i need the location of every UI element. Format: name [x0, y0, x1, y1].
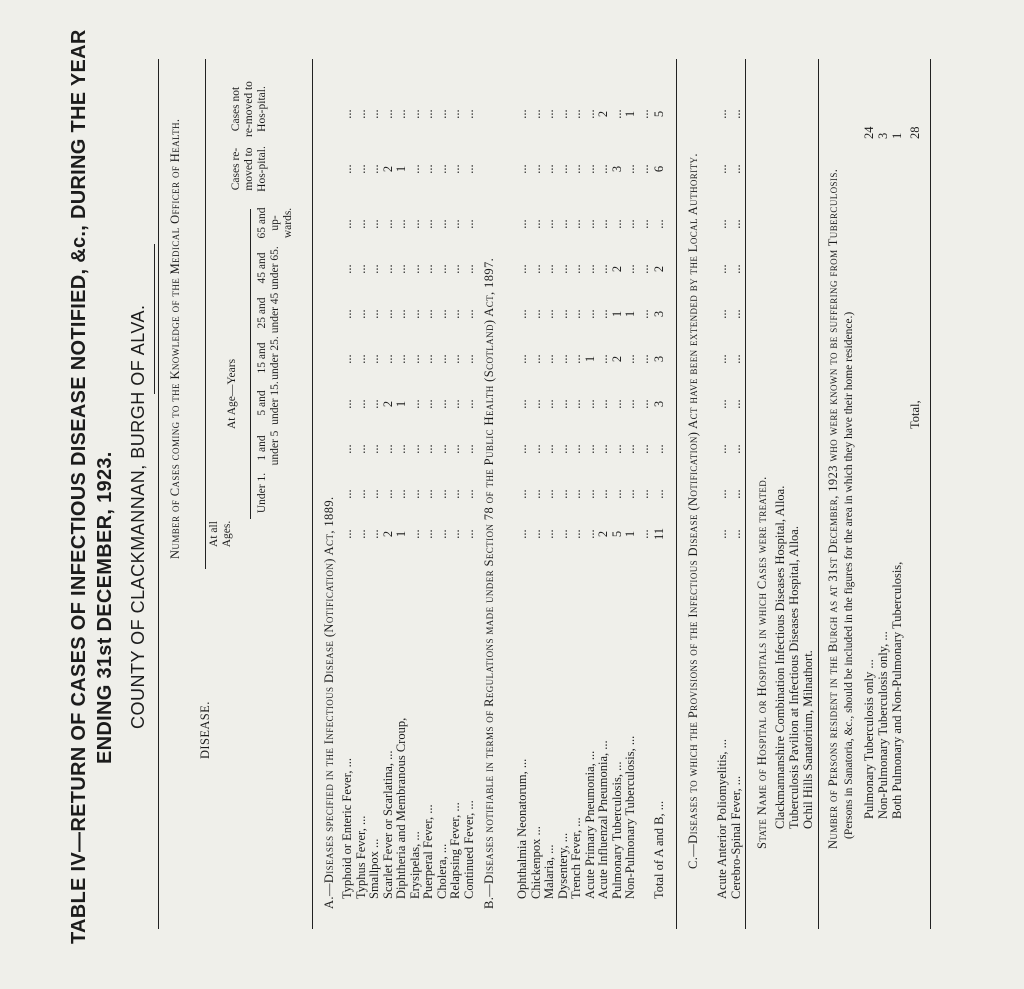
cell-age-group: 2: [609, 355, 624, 363]
cell-age-group: ...: [729, 444, 743, 454]
disease-name: Trench Fever, ...: [569, 817, 583, 899]
cell-removed: ...: [448, 164, 462, 174]
cell-all-ages: ...: [636, 529, 651, 539]
disease-name: Acute Influenzal Pneumonia, ...: [596, 740, 610, 899]
persons-row-label: Pulmonary Tuberculosis only ...: [862, 659, 876, 819]
cell-not-removed: ...: [421, 109, 435, 119]
cell-age-group: ...: [434, 489, 449, 499]
disease-name: Relapsing Fever, ...: [448, 802, 462, 899]
cell-not-removed: ...: [434, 109, 449, 119]
total-age-group: ...: [652, 444, 666, 454]
cell-age-group: ...: [609, 444, 624, 454]
cell-age-group: ...: [380, 219, 395, 229]
cell-age-group: ...: [569, 264, 583, 274]
disease-name: Scarlet Fever or Scarlatina, ...: [380, 750, 395, 899]
disease-name: Smallpox ...: [367, 838, 381, 899]
cell-age-group: ...: [596, 354, 610, 364]
cell-age-group: ...: [340, 264, 354, 274]
total-removed: 6: [652, 165, 666, 173]
cell-age-group: ...: [407, 444, 422, 454]
cell-age-group: ...: [434, 309, 449, 319]
age-group-header: 45 and under 65.: [256, 246, 281, 290]
cell-age-group: ...: [353, 489, 368, 499]
persons-row-value: 3: [876, 132, 890, 139]
hospital-item: Tuberculosis Pavilion at Infectious Diseases Hospital, Alloa.: [787, 526, 801, 829]
cell-age-group: 2: [609, 265, 624, 273]
cell-age-group: ...: [380, 264, 395, 274]
disease-name: Cerebro-Spinal Fever, ...: [729, 775, 743, 899]
cell-age-group: ...: [555, 399, 570, 409]
age-group-header: 5 and under 15.: [256, 381, 281, 425]
cell-age-group: ...: [434, 354, 449, 364]
age-rule: [250, 209, 251, 519]
disease-name: Dysentery, ...: [555, 832, 570, 899]
not-removed-header: Cases not re-moved to Hos-pital.: [230, 81, 268, 137]
cell-not-removed: ...: [380, 109, 395, 119]
cell-age-group: ...: [434, 399, 449, 409]
cell-age-group: ...: [407, 309, 422, 319]
age-group-header: 1 and under 5: [256, 430, 281, 466]
cell-age-group: ...: [542, 309, 556, 319]
disease-name: Non-Pulmonary Tuberculosis, ...: [623, 735, 637, 899]
cell-removed: 1: [394, 165, 408, 173]
cell-age-group: ...: [542, 264, 556, 274]
cell-age-group: ...: [367, 444, 381, 454]
cell-age-group: ...: [596, 444, 610, 454]
cell-not-removed: ...: [569, 109, 583, 119]
cell-age-group: ...: [636, 219, 651, 229]
cell-age-group: ...: [407, 489, 422, 499]
cell-age-group: ...: [623, 219, 637, 229]
total-age-group: ...: [652, 489, 666, 499]
cell-age-group: ...: [569, 399, 583, 409]
cell-age-group: ...: [596, 264, 610, 274]
cell-age-group: ...: [515, 219, 529, 229]
age-group-header: Under 1.: [256, 472, 268, 514]
cell-age-group: ...: [636, 264, 651, 274]
cell-age-group: ...: [353, 219, 368, 229]
cell-age-group: ...: [407, 354, 422, 364]
cell-removed: ...: [636, 164, 651, 174]
cell-age-group: ...: [596, 309, 610, 319]
age-group-header: 65 and up-wards.: [256, 207, 294, 239]
section-c-title: C.—Diseases to which the Provisions of the Infectious Disease (Notification) Act have been extended by the Local Authority.: [686, 153, 700, 869]
hospitals-rule: [818, 59, 819, 929]
at-age-years-header: At Age—Years: [226, 358, 238, 429]
cell-all-ages: ...: [582, 529, 597, 539]
cell-age-group: ...: [715, 444, 729, 454]
cell-all-ages: ...: [528, 529, 543, 539]
cell-age-group: ...: [609, 399, 624, 409]
cell-age-group: ...: [596, 399, 610, 409]
cell-age-group: ...: [407, 219, 422, 229]
hospitals-title: State Name of Hospital or Hospitals in which Cases were treated.: [755, 476, 769, 849]
cell-age-group: ...: [394, 444, 408, 454]
cell-removed: ...: [623, 164, 637, 174]
cell-age-group: ...: [528, 399, 543, 409]
cell-age-group: ...: [582, 489, 597, 499]
cell-age-group: ...: [729, 219, 743, 229]
cell-age-group: ...: [461, 309, 476, 319]
cell-not-removed: ...: [340, 109, 354, 119]
cell-age-group: ...: [340, 399, 354, 409]
cell-age-group: ...: [367, 399, 381, 409]
cell-age-group: ...: [569, 354, 583, 364]
cell-all-ages: ...: [434, 529, 449, 539]
cell-removed: ...: [421, 164, 435, 174]
cell-removed: ...: [407, 164, 422, 174]
cell-all-ages: ...: [448, 529, 462, 539]
total-age-group: 3: [652, 310, 666, 318]
cell-not-removed: ...: [582, 109, 597, 119]
cell-age-group: ...: [729, 354, 743, 364]
cell-not-removed: ...: [729, 109, 743, 119]
cell-all-ages: ...: [421, 529, 435, 539]
cell-all-ages: ...: [515, 529, 529, 539]
cell-age-group: ...: [340, 444, 354, 454]
cell-not-removed: 1: [623, 110, 637, 118]
cell-age-group: ...: [623, 264, 637, 274]
disease-name: Chickenpox ...: [528, 826, 543, 899]
cell-age-group: 1: [623, 310, 637, 318]
cell-age-group: ...: [421, 489, 435, 499]
cell-age-group: 1: [609, 310, 624, 318]
cell-age-group: ...: [394, 309, 408, 319]
disease-name: Typhus Fever, ...: [353, 815, 368, 899]
cell-age-group: ...: [542, 219, 556, 229]
cell-age-group: ...: [623, 354, 637, 364]
cell-age-group: ...: [569, 444, 583, 454]
cell-all-ages: ...: [555, 529, 570, 539]
cell-age-group: ...: [569, 219, 583, 229]
cell-age-group: ...: [448, 219, 462, 229]
cell-not-removed: ...: [542, 109, 556, 119]
cell-age-group: ...: [715, 219, 729, 229]
section-b-title: B.—Diseases notifiable in terms of Regulations made under Section 78 of the Public Health (Scotland) Act, 1897.: [482, 257, 496, 909]
cell-age-group: ...: [448, 354, 462, 364]
cell-age-group: ...: [461, 489, 476, 499]
disease-name: Acute Anterior Poliomyelitis, ...: [715, 738, 729, 899]
disease-name: Acute Primary Pneumonia, ...: [582, 750, 597, 899]
cell-removed: ...: [353, 164, 368, 174]
cell-age-group: ...: [461, 399, 476, 409]
cell-not-removed: ...: [636, 109, 651, 119]
cell-removed: ...: [528, 164, 543, 174]
cell-removed: ...: [555, 164, 570, 174]
cell-age-group: ...: [407, 399, 422, 409]
cell-age-group: ...: [421, 444, 435, 454]
disease-name: Ophthalmia Neonatorum, ...: [515, 758, 529, 899]
cell-age-group: ...: [380, 354, 395, 364]
cell-age-group: ...: [448, 264, 462, 274]
cell-age-group: ...: [394, 354, 408, 364]
cell-age-group: ...: [407, 264, 422, 274]
cell-not-removed: 2: [596, 110, 610, 118]
cell-age-group: ...: [340, 354, 354, 364]
cell-all-ages: ...: [461, 529, 476, 539]
cell-age-group: ...: [394, 489, 408, 499]
cell-age-group: ...: [353, 264, 368, 274]
cell-removed: ...: [596, 164, 610, 174]
cell-age-group: ...: [353, 399, 368, 409]
cell-age-group: ...: [394, 219, 408, 229]
cell-removed: ...: [367, 164, 381, 174]
cell-age-group: ...: [448, 444, 462, 454]
header-rule: [205, 59, 206, 569]
frame-bottom: [930, 59, 931, 929]
cell-age-group: ...: [715, 354, 729, 364]
cell-age-group: ...: [340, 489, 354, 499]
disease-name: Continued Fever, ...: [461, 800, 476, 899]
cell-removed: ...: [542, 164, 556, 174]
disease-header: DISEASE.: [198, 701, 212, 759]
cell-age-group: ...: [528, 444, 543, 454]
section-c-rule: [745, 59, 746, 929]
cell-age-group: ...: [729, 309, 743, 319]
disease-name: Pulmonary Tuberculosis, ...: [609, 761, 624, 899]
cell-age-group: ...: [555, 219, 570, 229]
header-bottom-rule: [312, 59, 313, 929]
cell-not-removed: ...: [461, 109, 476, 119]
cell-not-removed: ...: [555, 109, 570, 119]
cell-age-group: ...: [367, 489, 381, 499]
removed-header: Cases re-moved to Hos-pital.: [230, 146, 268, 192]
cell-age-group: ...: [715, 399, 729, 409]
cell-age-group: ...: [434, 219, 449, 229]
cell-age-group: ...: [555, 264, 570, 274]
cell-age-group: ...: [515, 264, 529, 274]
cell-all-ages: ...: [340, 529, 354, 539]
cell-all-ages: ...: [715, 529, 729, 539]
persons-subtitle: (Persons in Sanatoria, &c., should be included in the figures for the area in which they have their home residence.): [843, 311, 855, 839]
cell-not-removed: ...: [515, 109, 529, 119]
cell-age-group: ...: [623, 444, 637, 454]
cell-not-removed: ...: [528, 109, 543, 119]
cell-all-ages: ...: [569, 529, 583, 539]
cell-age-group: ...: [367, 264, 381, 274]
cell-age-group: ...: [623, 489, 637, 499]
cell-age-group: ...: [434, 444, 449, 454]
disease-name: Puerperal Fever, ...: [421, 804, 435, 899]
cell-age-group: ...: [715, 309, 729, 319]
persons-total-label: Total,: [908, 400, 922, 429]
total-age-group: ...: [652, 219, 666, 229]
frame-top: [158, 59, 159, 929]
cell-age-group: ...: [528, 354, 543, 364]
total-age-group: 3: [652, 400, 666, 408]
cell-age-group: ...: [555, 309, 570, 319]
cell-all-ages: 1: [623, 530, 637, 538]
cell-age-group: ...: [596, 219, 610, 229]
table-title-line-1: TABLE IV—RETURN OF CASES OF INFECTIOUS DISEASE NOTIFIED, &c., DURING THE YEAR: [68, 29, 90, 944]
total-all-ages: 11: [652, 527, 666, 541]
cell-age-group: ...: [542, 399, 556, 409]
cell-age-group: ...: [569, 309, 583, 319]
cell-age-group: ...: [715, 264, 729, 274]
cell-age-group: ...: [434, 264, 449, 274]
cell-age-group: ...: [421, 309, 435, 319]
cell-age-group: ...: [461, 264, 476, 274]
age-group-header: 15 and under 25.: [256, 336, 281, 380]
cell-age-group: ...: [555, 444, 570, 454]
persons-row-label: Non-Pulmonary Tuberculosis only, ...: [876, 631, 890, 819]
cell-age-group: ...: [461, 354, 476, 364]
cell-age-group: ...: [582, 264, 597, 274]
total-label: Total of A and B, ...: [652, 800, 666, 899]
title-rule: [154, 244, 155, 394]
cell-age-group: ...: [555, 354, 570, 364]
cell-age-group: ...: [367, 309, 381, 319]
cell-age-group: ...: [609, 219, 624, 229]
cell-not-removed: ...: [448, 109, 462, 119]
cell-removed: 3: [609, 165, 624, 173]
hospital-item: Clackmannanshire Combination Infectious Diseases Hospital, Alloa.: [773, 485, 787, 829]
table-title-line-2: ENDING 31st DECEMBER, 1923.: [94, 451, 116, 764]
age-group-header: 25 and under 45: [256, 292, 281, 334]
cell-age-group: ...: [515, 354, 529, 364]
county-heading: COUNTY OF CLACKMANNAN, BURGH OF ALVA.: [128, 304, 148, 729]
cell-all-ages: ...: [353, 529, 368, 539]
cell-age-group: ...: [515, 399, 529, 409]
cell-not-removed: ...: [609, 109, 624, 119]
total-not-removed: 5: [652, 110, 666, 118]
disease-name: Typhoid or Enteric Fever, ...: [340, 758, 354, 899]
total-age-group: 2: [652, 265, 666, 273]
cell-age-group: ...: [636, 354, 651, 364]
cell-age-group: ...: [542, 489, 556, 499]
cell-removed: ...: [569, 164, 583, 174]
cell-removed: ...: [461, 164, 476, 174]
persons-total-value: 28: [908, 126, 922, 139]
cell-age-group: ...: [729, 399, 743, 409]
cell-age-group: ...: [542, 444, 556, 454]
cell-all-ages: 1: [394, 530, 408, 538]
persons-row-value: 24: [862, 126, 876, 139]
disease-name: Cholera, ...: [434, 843, 449, 899]
cell-age-group: ...: [380, 309, 395, 319]
cell-removed: 2: [380, 165, 395, 173]
cell-age-group: ...: [340, 309, 354, 319]
cell-all-ages: ...: [729, 529, 743, 539]
disease-name: Erysipelas, ...: [407, 831, 422, 899]
cell-age-group: ...: [421, 399, 435, 409]
cell-age-group: ...: [461, 219, 476, 229]
cell-removed: ...: [340, 164, 354, 174]
cell-age-group: ...: [636, 489, 651, 499]
cell-all-ages: 2: [380, 530, 395, 538]
persons-row-value: 1: [890, 132, 904, 139]
cell-age-group: ...: [582, 309, 597, 319]
cell-all-ages: ...: [542, 529, 556, 539]
cell-all-ages: ...: [407, 529, 422, 539]
total-rule: [676, 59, 677, 929]
cell-age-group: ...: [636, 444, 651, 454]
cell-age-group: ...: [380, 444, 395, 454]
total-age-group: 3: [652, 355, 666, 363]
cell-age-group: ...: [340, 219, 354, 229]
cell-age-group: ...: [421, 264, 435, 274]
cell-age-group: 1: [394, 400, 408, 408]
cell-age-group: ...: [367, 354, 381, 364]
cell-age-group: ...: [596, 489, 610, 499]
cell-age-group: ...: [555, 489, 570, 499]
cell-age-group: ...: [715, 489, 729, 499]
cell-age-group: ...: [636, 399, 651, 409]
cell-age-group: ...: [729, 264, 743, 274]
cell-removed: ...: [582, 164, 597, 174]
persons-row-label: Both Pulmonary and Non-Pulmonary Tuberculosis,: [890, 561, 904, 819]
hospital-item: Ochil Hills Sanatorium, Milnathort.: [801, 650, 815, 829]
cell-age-group: ...: [448, 309, 462, 319]
cell-age-group: 1: [582, 355, 597, 363]
cell-age-group: ...: [515, 444, 529, 454]
cell-removed: ...: [434, 164, 449, 174]
cell-age-group: ...: [582, 399, 597, 409]
cell-not-removed: ...: [715, 109, 729, 119]
cell-age-group: ...: [367, 219, 381, 229]
cell-age-group: ...: [582, 219, 597, 229]
disease-name: Diphtheria and Membranous Croup,: [394, 717, 408, 899]
at-all-ages-header: At all Ages.: [208, 520, 233, 548]
cell-age-group: ...: [528, 309, 543, 319]
cell-age-group: ...: [353, 309, 368, 319]
cell-age-group: ...: [623, 399, 637, 409]
cell-age-group: ...: [528, 219, 543, 229]
cell-not-removed: ...: [367, 109, 381, 119]
cell-age-group: ...: [461, 444, 476, 454]
section-a-title: A.—Diseases specified in the Infectious Disease (Notification) Act, 1889.: [322, 496, 336, 909]
cell-all-ages: 5: [609, 530, 624, 538]
cell-not-removed: ...: [407, 109, 422, 119]
cell-age-group: ...: [421, 219, 435, 229]
persons-title: Number of Persons resident in the Burgh as at 31st December, 1923 who were known to be suffering from Tuberculosis.: [826, 168, 840, 849]
cell-age-group: ...: [528, 264, 543, 274]
cell-all-ages: ...: [367, 529, 381, 539]
cell-age-group: ...: [394, 264, 408, 274]
cell-not-removed: ...: [353, 109, 368, 119]
number-of-cases-header: Number of Cases coming to the Knowledge of the Medical Officer of Health.: [168, 118, 182, 559]
cell-age-group: 2: [380, 400, 395, 408]
cell-age-group: ...: [636, 309, 651, 319]
cell-removed: ...: [515, 164, 529, 174]
cell-age-group: ...: [515, 309, 529, 319]
disease-name: Malaria, ...: [542, 844, 556, 899]
cell-age-group: ...: [569, 489, 583, 499]
cell-age-group: ...: [448, 489, 462, 499]
cell-removed: ...: [715, 164, 729, 174]
cell-age-group: ...: [542, 354, 556, 364]
cell-not-removed: ...: [394, 109, 408, 119]
cell-age-group: ...: [380, 489, 395, 499]
cell-age-group: ...: [729, 489, 743, 499]
cell-age-group: ...: [448, 399, 462, 409]
cell-age-group: ...: [353, 444, 368, 454]
cell-removed: ...: [729, 164, 743, 174]
cell-age-group: ...: [528, 489, 543, 499]
cell-all-ages: 2: [596, 530, 610, 538]
cell-age-group: ...: [609, 489, 624, 499]
cell-age-group: ...: [582, 444, 597, 454]
cell-age-group: ...: [515, 489, 529, 499]
cell-age-group: ...: [421, 354, 435, 364]
cell-age-group: ...: [353, 354, 368, 364]
